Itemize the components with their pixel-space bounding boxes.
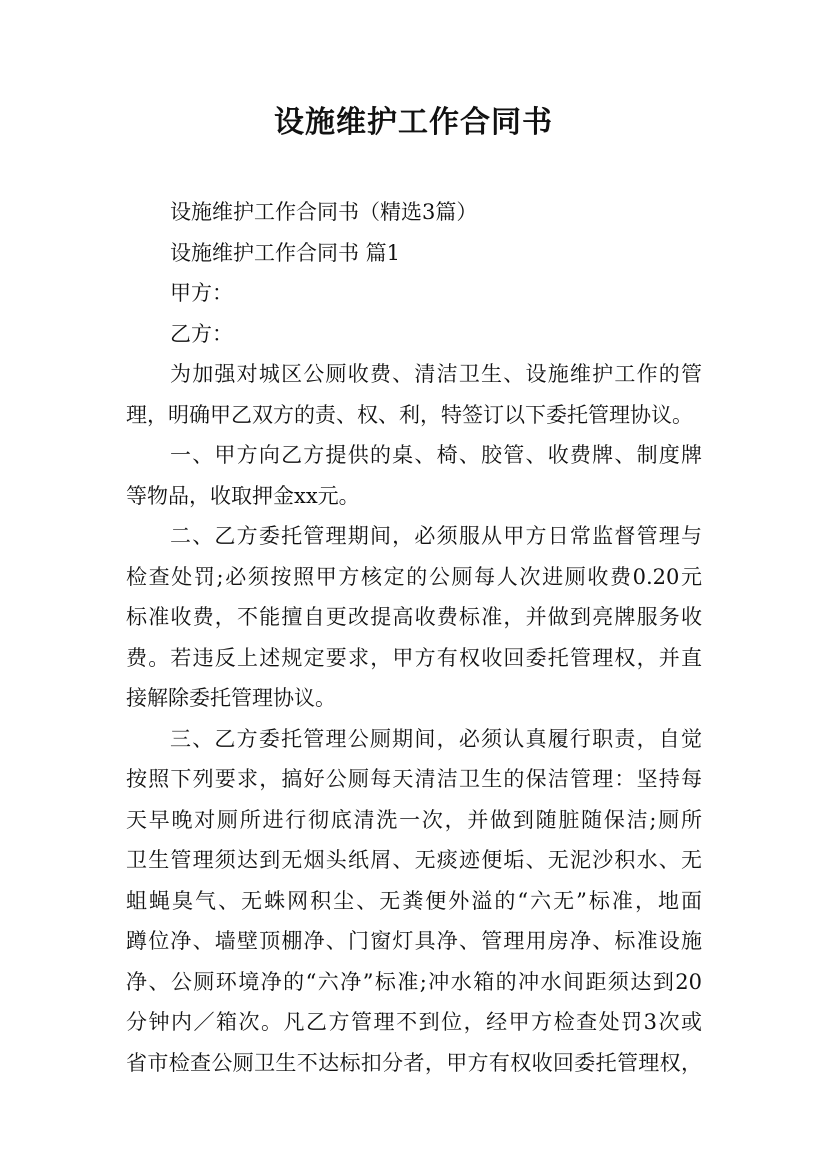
text-line: 理，明确甲乙双方的责、权、利，特签订以下委托管理协议。 — [126, 402, 693, 427]
text-line: 三、乙方委托管理公厕期间，必须认真履行职责，自觉 — [170, 726, 702, 751]
text-line: 卫生管理须达到无烟头纸屑、无痰迹便垢、无泥沙积水、无 — [126, 848, 702, 872]
text-line: 甲方： — [170, 281, 233, 305]
text-line: 等物品，收取押金xx元。 — [126, 483, 360, 508]
text-line: 二、乙方委托管理期间，必须服从甲方日常监督管理与 — [170, 524, 702, 548]
text-line: 设施维护工作合同书 篇1 — [170, 240, 401, 265]
document-body — [126, 192, 702, 1083]
text-line: 检查处罚;必须按照甲方核定的公厕每人次进厕收费0.20元 — [126, 564, 702, 589]
text-line: 按照下列要求，搞好公厕每天清洁卫生的保洁管理：坚持每 — [126, 767, 702, 791]
text-line: 省市检查公厕卫生不达标扣分者，甲方有权收回委托管理权， — [126, 1050, 702, 1075]
text-line: 蹲位净、墙壁顶棚净、门窗灯具净、管理用房净、标准设施 — [126, 929, 702, 953]
text-line: 蛆蝇臭气、无蛛网积尘、无粪便外溢的“六无”标准，地面 — [126, 888, 702, 913]
text-line: 一、甲方向乙方提供的桌、椅、胶管、收费牌、制度牌 — [170, 443, 702, 467]
text-line: 费。若违反上述规定要求，甲方有权收回委托管理权，并直 — [126, 645, 702, 670]
text-line: 天早晚对厕所进行彻底清洗一次，并做到随脏随保洁;厕所 — [126, 807, 702, 832]
text-line: 标准收费，不能擅自更改提高收费标准，并做到亮牌服务收 — [126, 605, 702, 629]
text-line: 净、公厕环境净的“六净”标准;冲水箱的冲水间距须达到20 — [126, 969, 702, 994]
document-title: 设施维护工作合同书 — [274, 105, 553, 140]
text-line: 为加强对城区公厕收费、清洁卫生、设施维护工作的管 — [170, 362, 702, 386]
text-line: 接解除委托管理协议。 — [126, 686, 336, 710]
text-line: 乙方： — [170, 321, 233, 346]
text-line: 分钟内／箱次。凡乙方管理不到位，经甲方检查处罚3次或 — [126, 1010, 702, 1034]
text-line: 设施维护工作合同书（精选3篇） — [170, 200, 478, 224]
